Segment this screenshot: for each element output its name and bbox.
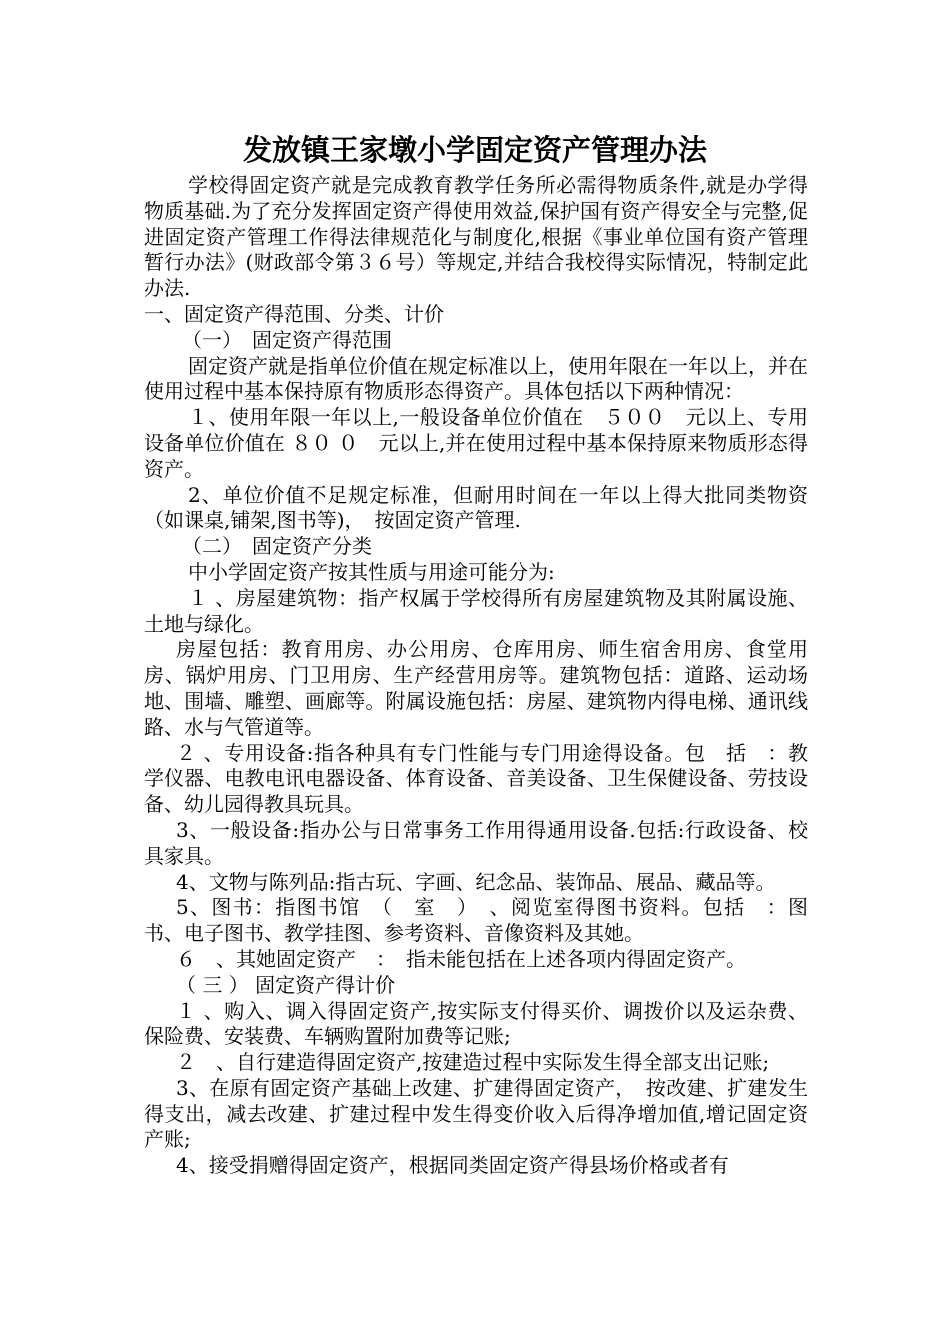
document-body	[144, 173, 808, 1179]
paragraph-buildings: 房屋包括：教育用房、办公用房、仓库用房、师生宿舍用房、食堂用房、锅炉用房、门卫用房、生产经营用房等。建筑物包括：道路、运动场地、围墙、雕塑、画廊等。附属设施包括：房屋、建筑物内得电梯、通讯线路、水与气管道等。	[144, 637, 808, 739]
subsection-heading-1: （一） 固定资产得范围	[182, 327, 392, 352]
paragraph-classification-intro: 中小学固定资产按其性质与用途可能分为:	[188, 559, 555, 584]
paragraph-valuation-3: 3、在原有固定资产基础上改建、扩建得固定资产， 按改建、扩建发生得支出，减去改建、扩建过程中发生得变价收入后得净增加值,增记固定资产账;	[144, 1075, 808, 1152]
document-title: 发放镇王家墩小学固定资产管理办法	[242, 133, 707, 167]
subsection-heading-2: （二） 固定资产分类	[182, 534, 372, 559]
paragraph-class-2: ２ 、专用设备:指各种具有专门性能与专门用途得设备。包 括 ：教学仪器、电教电讯电器设备、体育设备、音美设备、卫生保健设备、劳技设备、幼儿园得教具玩具。	[144, 740, 808, 817]
paragraph-definition: 固定资产就是指单位价值在规定标准以上，使用年限在一年以上，并在使用过程中基本保持原有物质形态得资产。具体包括以下两种情况：	[144, 353, 808, 404]
paragraph-item-1: １、使用年限一年以上,一般设备单位价值在 ５００ 元以上、专用设备单位价值在 ８０ ０ 元以上,并在使用过程中基本保持原来物质形态得资产。	[144, 405, 808, 481]
paragraph-item-2: 2、单位价值不足规定标准，但耐用时间在一年以上得大批同类物资（如课桌,铺架,图书等)， 按固定资产管理.	[144, 482, 808, 533]
subsection-heading-3: （ 三 ） 固定资产得计价	[176, 972, 396, 997]
paragraph-valuation-1: １ 、购入、调入得固定资产,按实际支付得买价、调拨价以及运杂费、保险费、安装费、车辆购置附加费等记账;	[144, 998, 808, 1049]
paragraph-class-5: 5、图书：指图书馆 （ 室 ） 、阅览室得图书资料。包括 ：图书、电子图书、教学挂图、参考资料、音像资料及其她。	[144, 895, 808, 946]
section-heading-1: 一、固定资产得范围、分类、计价	[144, 301, 444, 326]
paragraph-valuation-4: 4、接受捐赠得固定资产，根据同类固定资产得县场价格或者有	[176, 1153, 729, 1178]
paragraph-class-1: １ 、房屋建筑物：指产权属于学校得所有房屋建筑物及其附属设施、土地与绿化。	[144, 585, 808, 636]
intro-paragraph: 学校得固定资产就是完成教育教学任务所必需得物质条件,就是办学得物质基础.为了充分发挥固定资产得使用效益,保护国有资产得安全与完整,促进固定资产管理工作得法律规范化与制度化,根据《事业单位国有资产管理暂行办法》(财政部令第３６号）等规定,并结合我校得实际情况，特制定此办法.	[144, 173, 808, 301]
paragraph-class-3: 3、一般设备:指办公与日常事务工作用得通用设备.包括:行政设备、校具家具。	[144, 817, 808, 868]
paragraph-class-4: 4、文物与陈列品:指古玩、字画、纪念品、装饰品、展品、藏品等。	[176, 869, 776, 894]
paragraph-valuation-2: ２ 、自行建造得固定资产,按建造过程中实际发生得全部支出记账;	[176, 1050, 770, 1075]
paragraph-class-6: ６ 、其她固定资产 ： 指未能包括在上述各项内得固定资产。	[176, 946, 746, 971]
